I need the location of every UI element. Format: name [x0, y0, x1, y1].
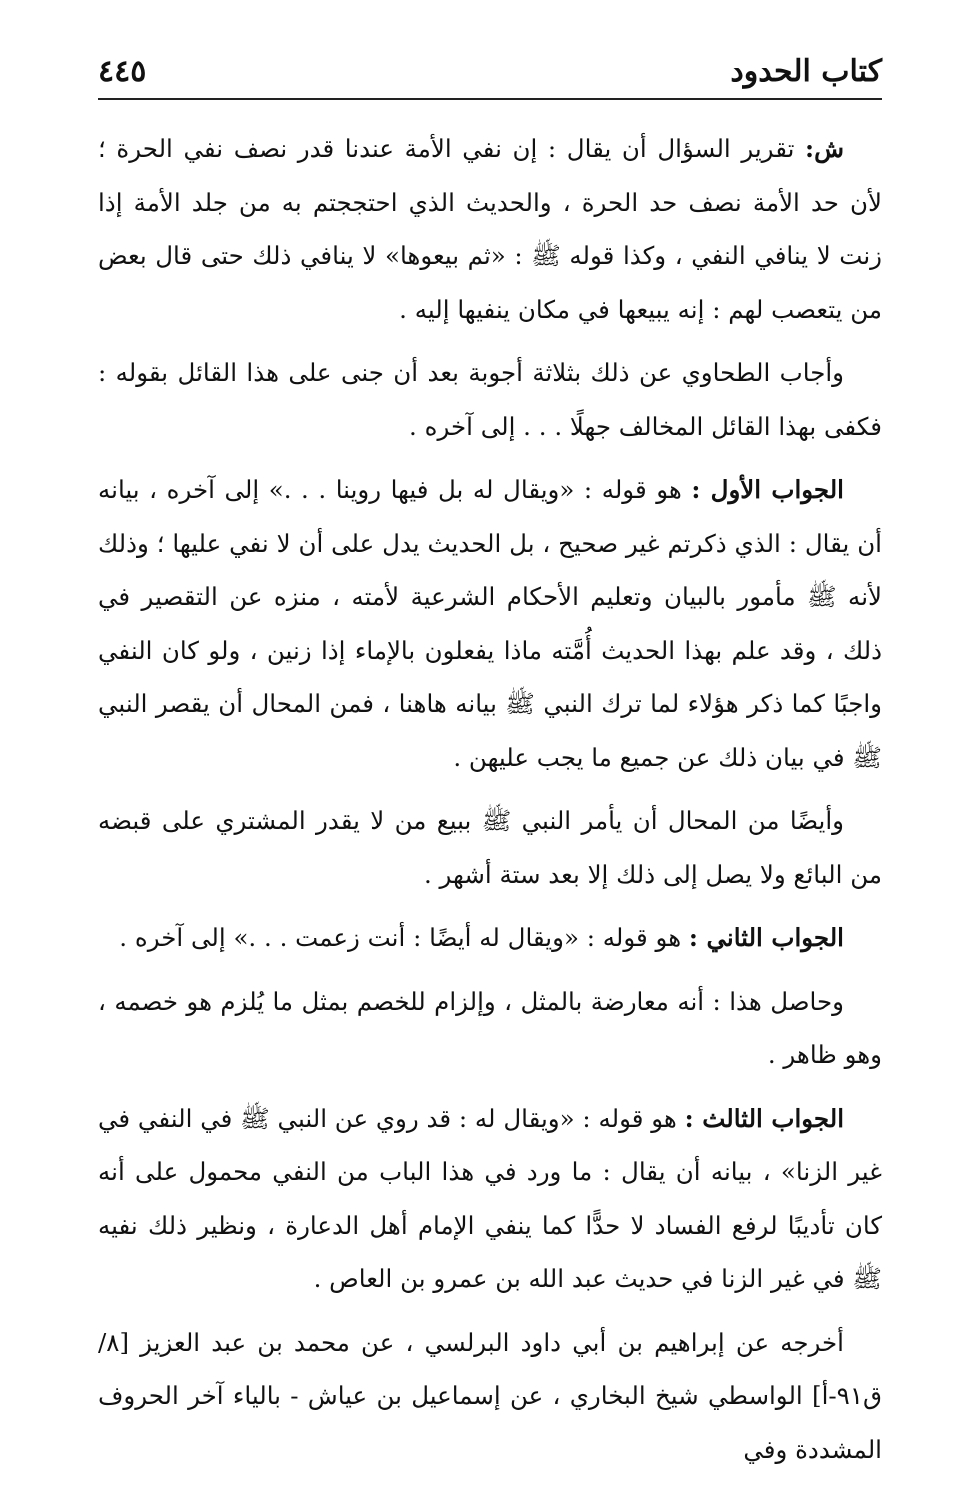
- paragraph-text: هو قوله : «ويقال له بل فيها روينا . . .» إلى آخره ، بيانه أن يقال : الذي ذكرتم غير صحيح ، بل الحديث يدل على أن لا نفي عليها ؛ وذلك لأنه ﷺ مأمور بالبيان وتعليم الأحكام الشرعية لأمته ، منزه عن التقصير في ذلك ، وقد علم بهذا الحديث أُمَّته ماذا يفعلون بالإماء إذا زنين ، ولو كان النفي واجبًا كما ذكر هؤلاء لما ترك النبي ﷺ بيانه هاهنا ، فمن المحال أن يقصر النبي ﷺ في بيان ذلك عن جميع ما يجب عليهن .: [98, 475, 882, 772]
- paragraph: [98, 346, 882, 453]
- paragraph: [98, 122, 882, 336]
- paragraph-lead: الجواب الأول :: [691, 475, 844, 504]
- paragraph-lead: الجواب الثالث :: [684, 1103, 844, 1133]
- page-body: [98, 122, 882, 1486]
- paragraph: [98, 794, 882, 901]
- paragraph-text: وأجاب الطحاوي عن ذلك بثلاثة أجوبة بعد أن جنى على هذا القائل بقوله : فكفى بهذا القائل المخالف جهلًا . . . إلى آخره .: [98, 358, 882, 441]
- paragraph-text: وحاصل هذا : أنه معارضة بالمثل ، وإلزام للخصم بمثل ما يُلزم هو خصمه ، وهو ظاهر .: [98, 986, 882, 1069]
- paragraph: [98, 975, 882, 1082]
- running-header: [98, 52, 882, 100]
- paragraph-text: هو قوله : «ويقال له : قد روي عن النبي ﷺ في النفي في غير الزنا» ، بيانه أن يقال : ما ورد في هذا الباب من النفي محمول على أنه كان تأديبًا لرفع الفساد لا حدًّا كما ينفي الإمام أهل الدعارة ، ونظير ذلك نفيه ﷺ في غير الزنا في حديث عبد الله بن عمرو بن العاص .: [98, 1103, 882, 1293]
- chapter-title: كتاب الحدود: [730, 54, 882, 89]
- paragraph-text: تقرير السؤال أن يقال : إن نفي الأمة عندنا قدر نصف نفي الحرة ؛ لأن حد الأمة نصف حد الحرة ، والحديث الذي احتججتم به من جلد الأمة إذا زنت لا ينافي النفي ، وكذا قوله ﷺ : «ثم بيعوها» لا ينافي ذلك حتى قال بعض من يتعصب لهم : إنه يبيعها في مكان ينفيها إليه .: [98, 134, 882, 324]
- paragraph: [98, 1316, 882, 1477]
- paragraph-text: وأيضًا من المحال أن يأمر النبي ﷺ ببيع من لا يقدر المشتري على قبضه من البائع ولا يصل إلى ذلك إلا بعد ستة أشهر .: [98, 806, 882, 889]
- paragraph-lead: ش:: [805, 134, 844, 163]
- paragraph-text: هو قوله : «ويقال له أيضًا : أنت زعمت . . .» إلى آخره .: [119, 923, 689, 952]
- paragraph: [98, 911, 882, 965]
- paragraph-lead: الجواب الثاني :: [688, 923, 844, 952]
- page-number: ٤٤٥: [98, 54, 147, 89]
- paragraph-text: أخرجه عن إبراهيم بن أبي داود البرلسي ، عن محمد بن عبد العزيز [٨/ ق٩١-أ] الواسطي شيخ البخاري ، عن إسماعيل بن عياش - بالياء آخر الحروف المشددة وفي: [98, 1327, 882, 1464]
- paragraph: [98, 463, 882, 784]
- paragraph: [98, 1092, 882, 1306]
